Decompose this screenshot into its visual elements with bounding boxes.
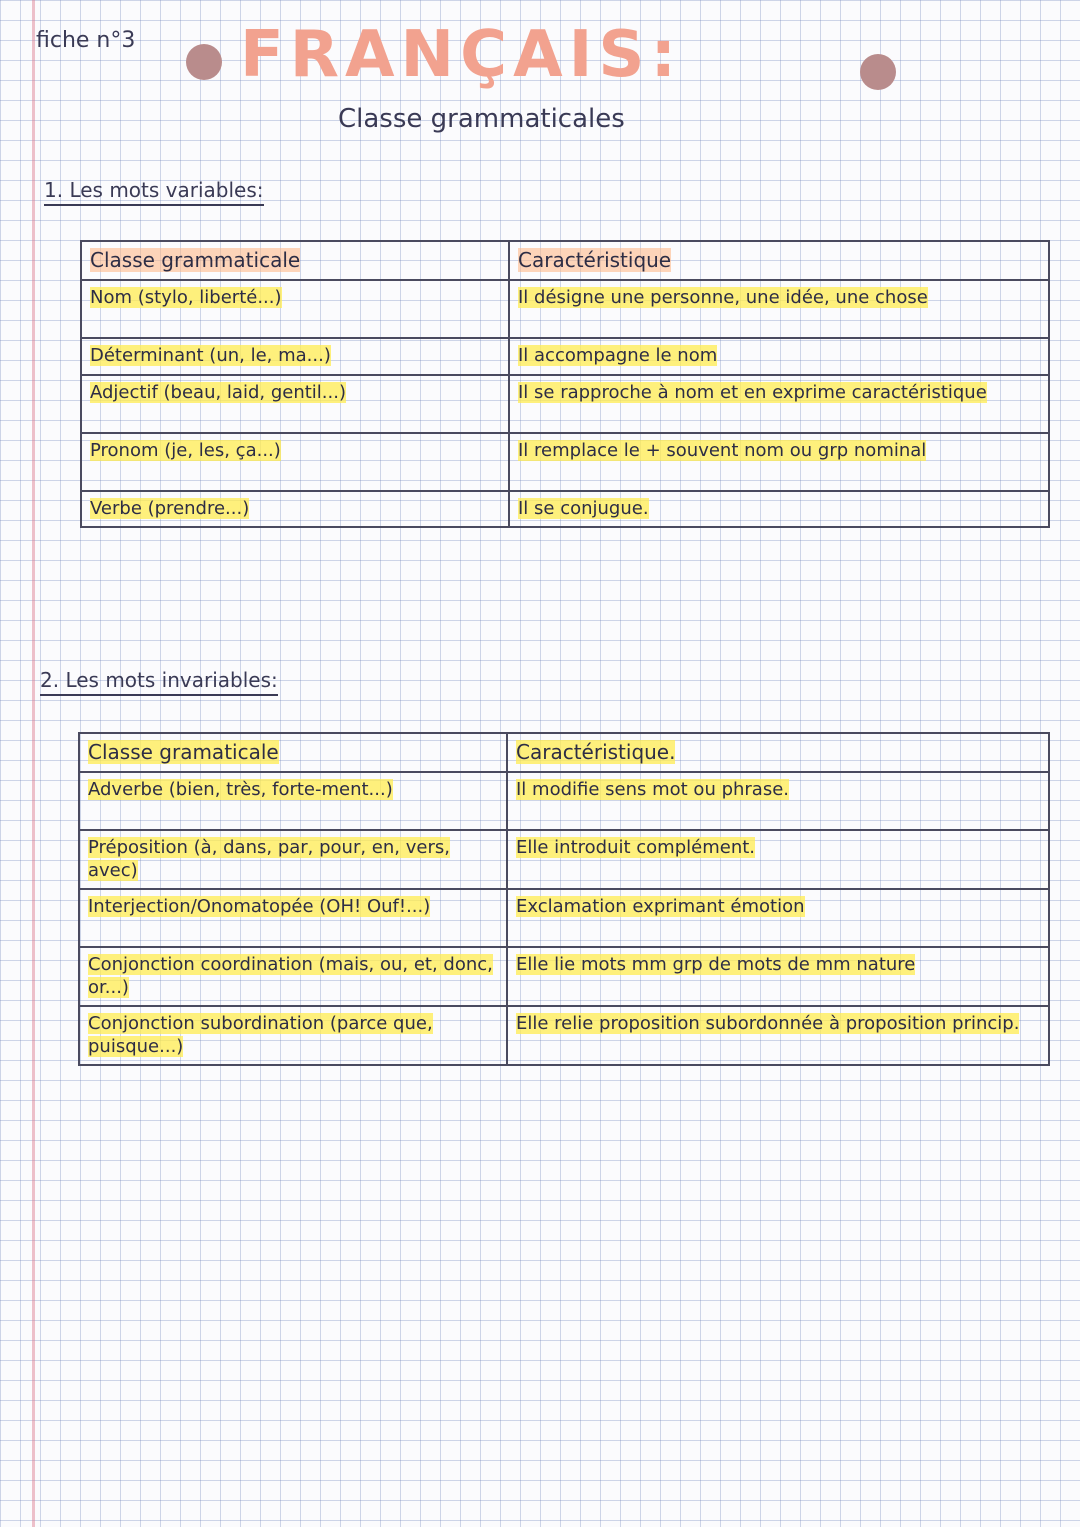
table-row — [81, 375, 1049, 433]
carac-cell: Il se conjugue. — [518, 497, 649, 519]
classe-cell: Adverbe (bien, très, forte-ment...) — [88, 779, 393, 800]
classe-cell: Pronom (je, les, ça...) — [90, 439, 281, 461]
table-row — [81, 433, 1049, 491]
col-header-caracteristique: Caractéristique — [518, 248, 672, 272]
table-row — [79, 830, 1049, 889]
page-title: FRANÇAIS: — [240, 18, 683, 92]
table-variables — [80, 240, 1050, 528]
page-subtitle: Classe grammaticales — [338, 104, 625, 134]
table-row — [79, 947, 1049, 1006]
table-header-row — [79, 733, 1049, 772]
carac-cell: Exclamation exprimant émotion — [516, 896, 805, 917]
punch-hole-left — [186, 44, 222, 80]
classe-cell: Conjonction subordination (parce que, puisque...) — [88, 1013, 433, 1057]
classe-cell: Verbe (prendre...) — [90, 497, 250, 519]
table-row — [79, 889, 1049, 947]
col-header-classe: Classe grammaticale — [90, 248, 301, 272]
section-invariables-heading: 2. Les mots invariables: — [40, 668, 278, 696]
table-row — [79, 1006, 1049, 1065]
carac-cell: Elle introduit complément. — [516, 837, 756, 858]
carac-cell: Il remplace le + souvent nom ou grp nominal — [518, 439, 927, 461]
punch-hole-right — [860, 54, 896, 90]
table-row — [79, 772, 1049, 830]
fiche-number: fiche n°3 — [36, 28, 136, 53]
table-invariables — [78, 732, 1050, 1066]
section-variables-heading: 1. Les mots variables: — [44, 178, 264, 206]
classe-cell: Nom (stylo, liberté...) — [90, 287, 282, 308]
classe-cell: Déterminant (un, le, ma...) — [90, 345, 331, 366]
margin-line — [32, 0, 35, 1527]
carac-cell: Il désigne une personne, une idée, une chose — [518, 287, 928, 308]
table-row — [81, 338, 1049, 375]
table-header-row — [81, 241, 1049, 280]
carac-cell: Il accompagne le nom — [518, 345, 718, 366]
table-row — [81, 491, 1049, 528]
table-row — [81, 280, 1049, 338]
carac-cell: Il se rapproche à nom et en exprime caractéristique — [518, 381, 987, 403]
classe-cell: Conjonction coordination (mais, ou, et, donc, or...) — [88, 954, 493, 998]
carac-cell: Il modifie sens mot ou phrase. — [516, 779, 790, 800]
carac-cell: Elle lie mots mm grp de mots de mm nature — [516, 954, 916, 975]
col-header-caracteristique: Caractéristique. — [516, 740, 676, 764]
carac-cell: Elle relie proposition subordonnée à proposition princip. — [516, 1013, 1020, 1034]
classe-cell: Adjectif (beau, laid, gentil...) — [90, 381, 346, 403]
col-header-classe: Classe gramaticale — [88, 740, 279, 764]
classe-cell: Préposition (à, dans, par, pour, en, vers, avec) — [88, 837, 450, 881]
classe-cell: Interjection/Onomatopée (OH! Ouf!...) — [88, 896, 431, 917]
